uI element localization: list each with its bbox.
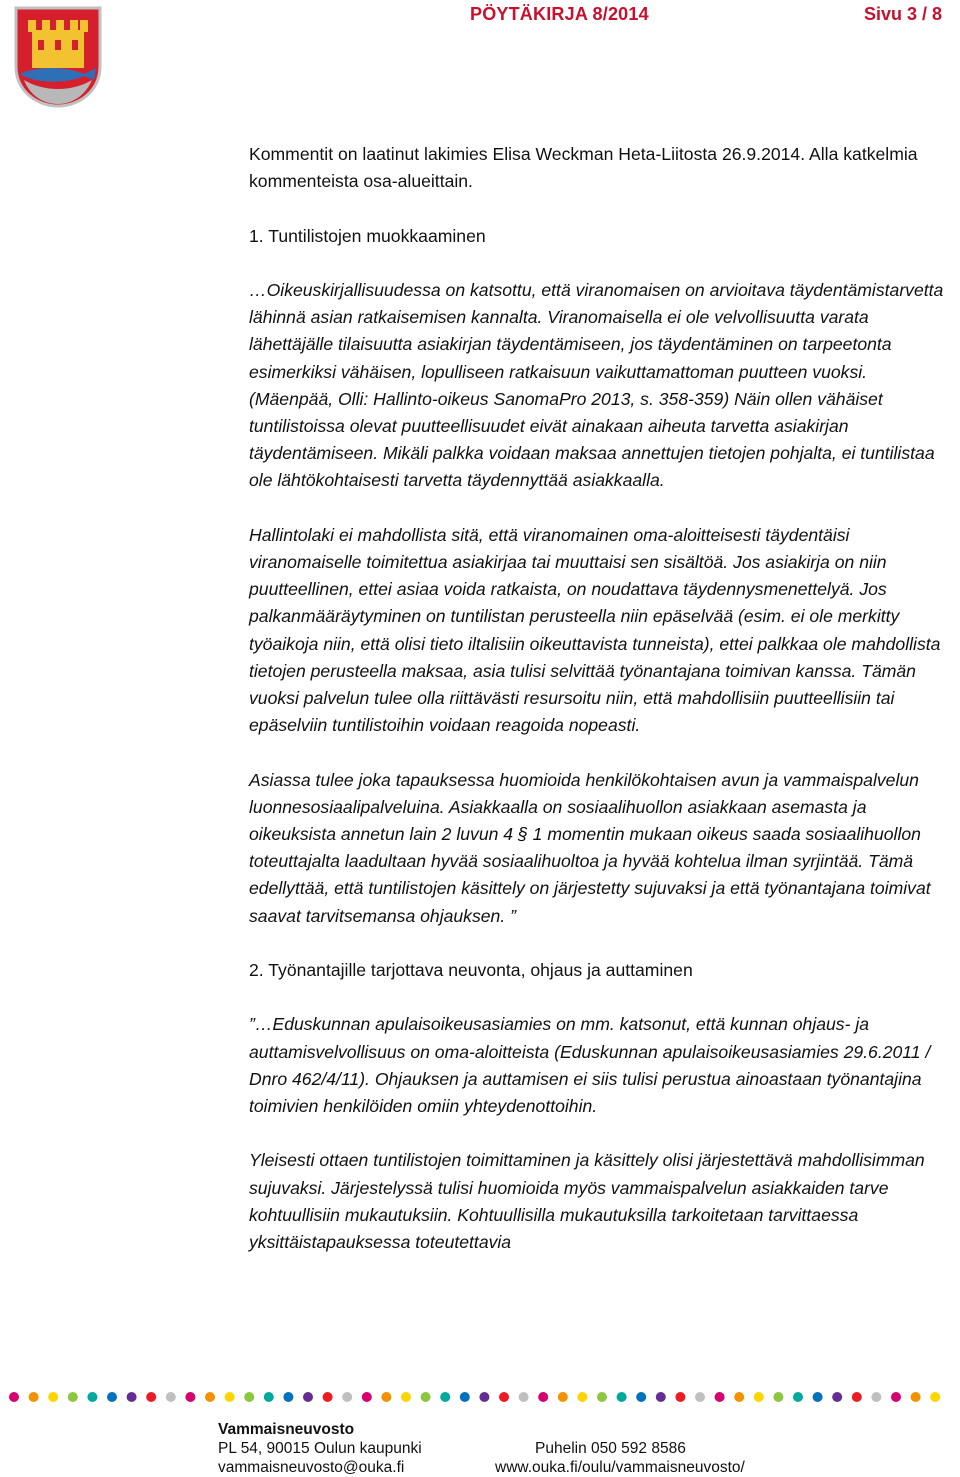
decorative-dot [636,1392,646,1402]
decorative-dot [577,1392,587,1402]
decorative-dot [695,1392,705,1402]
decorative-dot [303,1392,313,1402]
decorative-dot [48,1392,58,1402]
decorative-dot [715,1392,725,1402]
quote-paragraph: ”…Eduskunnan apulaisoikeusasiamies on mm. katsonut, että kunnan ohjaus- ja auttamisvelvollisuus on oma-aloitteista (Eduskunnan apulaisoikeusasiamies 29.6.2011 / Dnro 462/4/11). Ohjauksen ja auttamisen ei siis tulisi perustua ainoastaan työnantajina toimivien henkilöiden omiin yhteydenottoihin. [249,1014,931,1117]
decorative-dot [283,1392,293,1402]
footer-email[interactable]: vammaisneuvosto@ouka.fi [218,1459,405,1476]
footer-address: PL 54, 90015 Oulun kaupunki [218,1440,422,1457]
page-number: Sivu 3 / 8 [863,4,942,24]
footer-web-link[interactable]: www.ouka.fi/oulu/vammaisneuvosto/ [495,1459,745,1476]
document-title: PÖYTÄKIRJA 8/2014 [470,4,649,24]
decorative-dot [793,1392,803,1402]
quote-paragraph: …Oikeuskirjallisuudessa on katsottu, että viranomaisen on arvioitava täydentämistarvetta lähinnä asian ratkaisemisen kannalta. Viranomaisella ei ole velvollisuutta varata lähettäjälle tilaisuutta asiakirjan täydentämiseen, jos täydentäminen on tarpeetonta esimerkiksi vähäisen, lopulliseen ratkaisuun vaikuttamattoman puutteen vuoksi. (Mäenpää, Olli: Hallinto-oikeus SanomaPro 2013, s. 358-359) Näin ollen vähäiset tuntilistoissa olevat puutteellisuudet eivät ainakaan aiheuta tarvetta asiakirjan täydentämiseen. Mikäli palkka voidaan maksaa annettujen tietojen pohjalta, ei tuntilistaa ole lähtökohtaisesti tarvetta täydennyttää asiakkaalla. [249,279,944,491]
decorative-dot [617,1392,627,1402]
decorative-dot-row [8,1389,958,1405]
decorative-dot [146,1392,156,1402]
decorative-dot [107,1392,117,1402]
decorative-dot [773,1392,783,1402]
decorative-dot [499,1392,509,1402]
decorative-dot [401,1392,411,1402]
quote-paragraph: Hallintolaki ei mahdollista sitä, että viranomainen oma-aloitteisesti täydentäisi viranomaiselle toimitettua asiakirjaa tai muuttaisi sen sisältöä. Jos asiakirja on niin puutteellinen, ettei asiaa voida ratkaista, on noudattava täydennysmenettelyä. Jos palkanmääräytyminen on tuntilistan perusteella niin epäselvää (esim. ei ole merkitty työaikoja niin, että olisi tieto iltalisiin oikeuttavista tunneista), ettei palkkaa ole mahdollista tietojen perusteella maksaa, asia tulisi selvittää työnantajana toimivan kanssa. Tämän vuoksi palvelun tulee olla riittävästi resursoitu niin, että mahdollisiin puutteellisiin tai epäselviin tuntilistoihin voidaan reagoida nopeasti. [249,524,941,736]
decorative-dot [538,1392,548,1402]
decorative-dot [87,1392,97,1402]
decorative-dot [891,1392,901,1402]
decorative-dot [479,1392,489,1402]
decorative-dot [166,1392,176,1402]
decorative-dot [911,1392,921,1402]
decorative-dot [381,1392,391,1402]
decorative-dot [421,1392,431,1402]
decorative-dot [460,1392,470,1402]
decorative-dot [519,1392,529,1402]
decorative-dot [813,1392,823,1402]
section-heading-neuvonta: 2. Työnantajille tarjottava neuvonta, ohjaus ja auttaminen [249,960,693,981]
decorative-dot [852,1392,862,1402]
decorative-dot [185,1392,195,1402]
decorative-dot [362,1392,372,1402]
decorative-dot [9,1392,19,1402]
intro-paragraph: Kommentit on laatinut lakimies Elisa Weckman Heta-Liitosta 26.9.2014. Alla katkelmia kommenteista osa-alueittain. [249,144,918,192]
decorative-dot [342,1392,352,1402]
decorative-dot [656,1392,666,1402]
document-body [249,141,955,1256]
coat-of-arms-icon [14,6,102,108]
decorative-dot [930,1392,940,1402]
quote-paragraph: Yleisesti ottaen tuntilistojen toimittaminen ja käsittely olisi järjestettävä mahdollisimman sujuvaksi. Järjestelyssä tulisi huomioida myös vammaispalvelun asiakkaiden tarve kohtuullisiin mukautuksiin. Kohtuullisilla mukautuksilla tarkoitetaan tarvittaessa yksittäistapauksessa toteutettavia [249,1150,925,1253]
decorative-dot [734,1392,744,1402]
decorative-dot [754,1392,764,1402]
decorative-dot [68,1392,78,1402]
decorative-dot [29,1392,39,1402]
decorative-dot [832,1392,842,1402]
decorative-dot [871,1392,881,1402]
section-heading-tuntilistat: 1. Tuntilistojen muokkaaminen [249,225,486,246]
footer-org: Vammaisneuvosto [218,1421,355,1438]
quote-paragraph: Asiassa tulee joka tapauksessa huomioida henkilökohtaisen avun ja vammaispalvelun luonnesosiaalipalveluina. Asiakkaalla on sosiaalihuollon asiakkaan asemasta ja oikeuksista annetun lain 2 luvun 4 § 1 momentin mukaan oikeus saada sosiaalihuollon toteuttajalta laadultaan hyvää sosiaalihuoltoa ja hyvää kohtelua ilman syrjintää. Tämä edellyttää, että tuntilistojen käsittely on järjestetty sujuvaksi ja että työnantajana toimivat saavat tarvitsemansa ohjauksen. ” [249,769,931,926]
decorative-dot [323,1392,333,1402]
decorative-dot [597,1392,607,1402]
decorative-dot [558,1392,568,1402]
decorative-dot [205,1392,215,1402]
decorative-dot [225,1392,235,1402]
decorative-dot [244,1392,254,1402]
decorative-dot [127,1392,137,1402]
decorative-dot [264,1392,274,1402]
footer-phone: Puhelin 050 592 8586 [535,1440,686,1457]
decorative-dot [675,1392,685,1402]
decorative-dot [440,1392,450,1402]
